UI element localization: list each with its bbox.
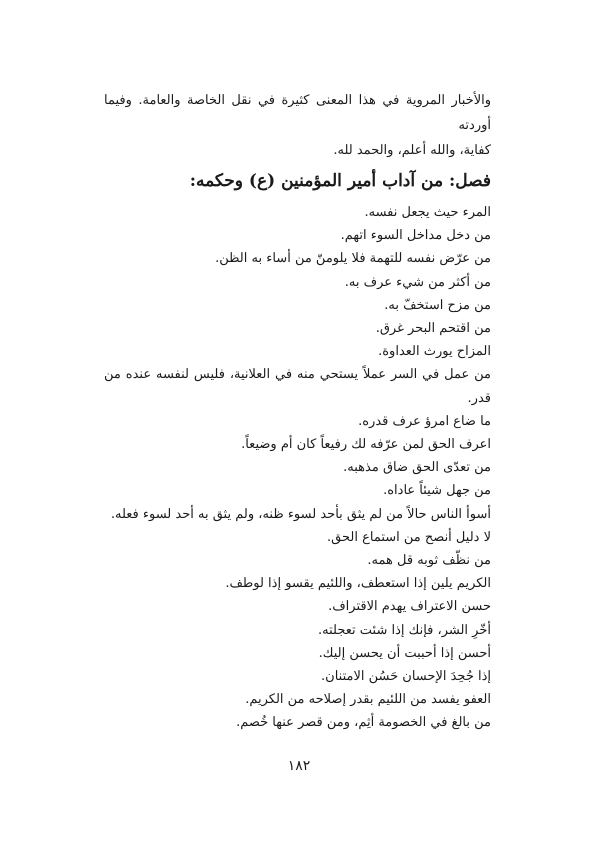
page-body bbox=[104, 88, 491, 862]
sayings-list bbox=[104, 201, 491, 735]
saying: ما ضاع امرؤ عرف قدره. bbox=[358, 413, 491, 429]
saying: أسوأ الناس حالاً من لم يثق بأحد لسوء ظنه، ولم يثق به أحد لسوء فعله. bbox=[110, 506, 491, 522]
saying: حسن الاعتراف يهدم الاقتراف. bbox=[328, 599, 491, 615]
saying: لا دليل أنصح من استماع الحق. bbox=[327, 529, 491, 545]
saying: من عرّض نفسه للتهمة فلا يلومنّ من أساء به الظن. bbox=[215, 251, 491, 267]
saying: من مزح استخفّ به. bbox=[384, 297, 491, 313]
section-title: فصل: من آداب أمير المؤمنين (ع) وحكمه: bbox=[189, 171, 491, 191]
saying: من جهل شيئاً عاداه. bbox=[383, 483, 491, 499]
saying: من دخل مداخل السوء اتهم. bbox=[340, 228, 491, 244]
saying: المزاح يورث العداوة. bbox=[378, 344, 491, 360]
saying: الكريم يلين إذا استعطف، واللئيم يقسو إذا لوطف. bbox=[225, 576, 491, 592]
intro-paragraph bbox=[104, 88, 491, 163]
saying: من نظّف ثوبه قل همه. bbox=[367, 553, 491, 569]
intro-line: كفاية، والله أعلم، والحمد لله. bbox=[333, 143, 491, 158]
saying: من تعدّى الحق ضاق مذهبه. bbox=[343, 460, 491, 476]
saying: المرء حيث يجعل نفسه. bbox=[364, 205, 491, 220]
saying: إذا جُحِدَ الإحسان حَسُن الامتنان. bbox=[321, 669, 491, 685]
page-number: ١٨٢ bbox=[287, 758, 311, 774]
saying: من اقتحم البحر غرق. bbox=[375, 321, 491, 337]
saying: أخّرِ الشر، فإنك إذا شئت تعجلته. bbox=[318, 622, 491, 638]
saying: أحسن إذا أحببت أن يحسن إليك. bbox=[318, 645, 491, 661]
saying: العفو يفسد من اللئيم بقدر إصلاحه من الكريم. bbox=[245, 692, 491, 708]
saying: من أكثر من شيء عرف به. bbox=[344, 274, 491, 290]
saying: من بالغ في الخصومة أثِم، ومن قصر عنها خُصم. bbox=[236, 715, 491, 731]
saying: اعرف الحق لمن عرّفه لك رفيعاً كان أم وضيعاً. bbox=[241, 437, 491, 453]
saying: من عمل في السر عملاً يستحي منه في العلانية، فليس لنفسه عنده من قدر. bbox=[104, 367, 491, 406]
intro-line: والأخبار المروية في هذا المعنى كثيرة في نقل الخاصة والعامة. وفيما أوردته bbox=[104, 93, 491, 133]
